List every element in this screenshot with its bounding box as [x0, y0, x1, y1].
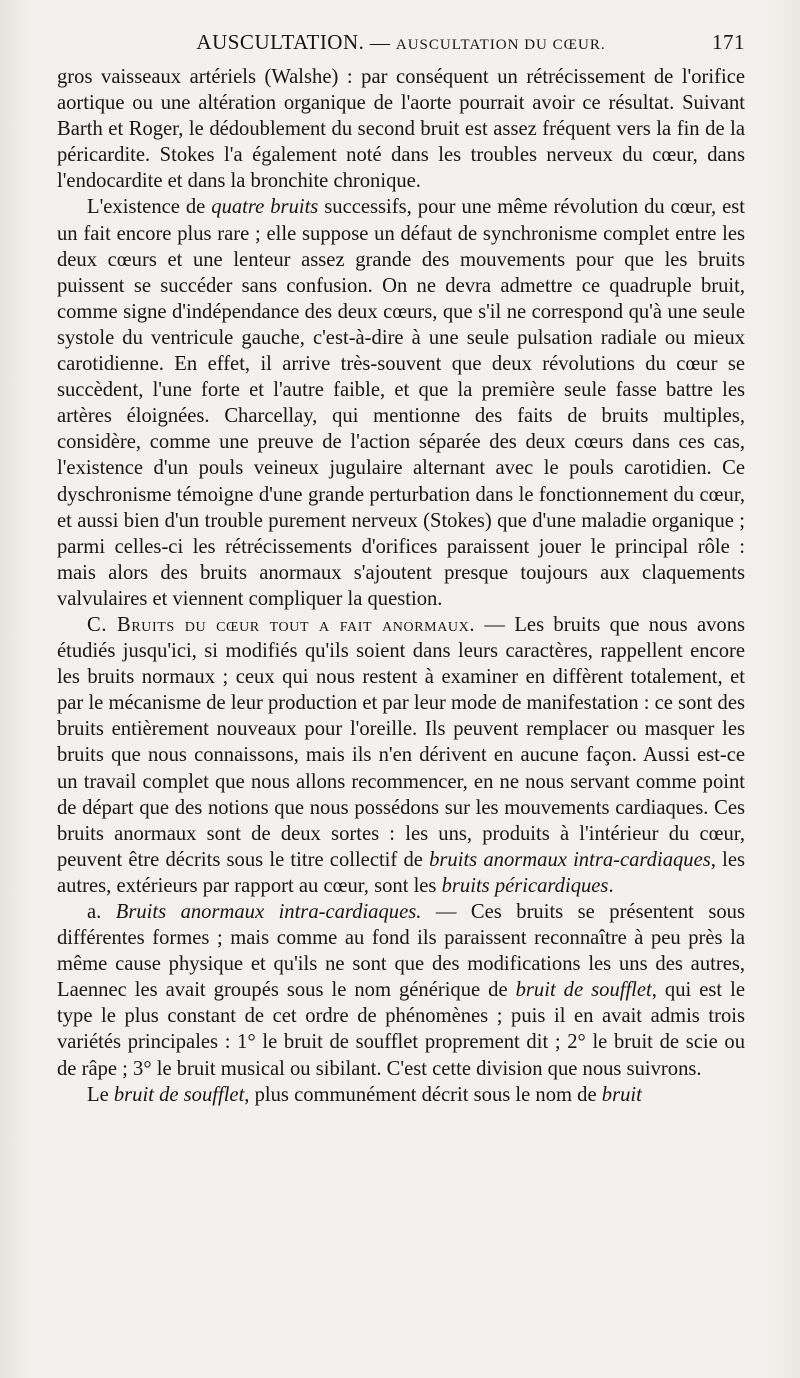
paragraph-4-text-a: a.: [87, 901, 116, 923]
paragraph-2-text-a: L'existence de: [87, 196, 212, 219]
paragraph-2-emphasis: quatre bruits: [211, 196, 319, 219]
paragraph-4-text-c: , qui est le type le plus constant de cet ordre de phénomènes ; puis il en avait admis trois variétés principales : 1° le bruit de soufflet proprement dit ; 2° le bruit de scie ou de râpe ; 3° le bruit musical ou sibilant. C'est cette division que nous suivrons.: [57, 979, 745, 1080]
subsection-heading-a: Bruits anormaux intra-cardiaques.: [115, 901, 422, 923]
paragraph-3-emphasis-2: bruits péricardiques: [441, 874, 609, 897]
paragraph-1-text: gros vaisseaux artériels (Walshe) : par conséquent un rétrécissement de l'orifice aortique ou une altération organique de l'aorte pourrait avoir ce résultat. Suivant Barth et Roger, le dédoublement du second bruit est assez fréquent vers la fin de la péricardite. Stokes l'a également noté dans les troubles nerveux du cœur, dans l'endocardite et dans la bronchite chronique.: [57, 66, 745, 193]
paragraph-3-text-d: .: [608, 874, 614, 897]
paragraph-2-text-b: successifs, pour une même révolution du cœur, est un fait encore plus rare ; elle suppose un défaut de synchronisme complet entre les deux cœurs et une lenteur assez grande des mouvements pour que les bruits puissent se succéder sans confusion. On ne devra admettre ce quadruple bruit, comme signe d'indépendance des deux cœurs, que s'il ne correspond qu'à une seule systole du ventricule gauche, c'est-à-dire à une seule pulsation radiale ou mieux carotidienne. En effet, il arrive très-souvent que deux révolutions du cœur se succèdent, l'une forte et l'autre faible, et que la première seule fasse battre les artères éloignées. Charcellay, qui mentionne des faits de bruits multiples, considère, comme une preuve de l'action séparée des deux cœurs dans ces cas, l'existence d'un pouls veineux jugulaire alternant avec le pouls carotidien. Ce dyschronisme témoigne d'une grande perturbation dans le fonctionnement du cœur, et aussi bien d'un trouble purement nerveux (Stokes) que d'une maladie organique ; parmi celles-ci les rétrécissements d'orifices paraissent jouer le principal rôle : mais alors des bruits anormaux s'ajoutent presque toujours aux claquements valvulaires et viennent compliquer la question.: [57, 196, 745, 610]
paragraph-5-emphasis-2: bruit: [601, 1083, 642, 1106]
paragraph-3-text-b: — Les bruits que nous avons étudiés jusqu'ici, si modifiés qu'ils soient dans leurs caractères, rappellent encore les bruits normaux ; ceux qui nous restent à examiner en diffèrent totalement, et par le mécanisme de leur production et par leur mode de manifestation : ce sont des bruits entièrement nouveaux pour l'oreille. Ils peuvent remplacer ou masquer les bruits que nous connaissons, mais ils n'en dérivent en aucune façon. Aussi est-ce un travail complet que nous allons recommencer, en ne nous servant comme point de départ que des notions que nous possédons sur les mouvements cardiaques. Ces bruits anormaux sont de deux sortes : les uns, produits à l'intérieur du cœur, peuvent être décrits sous le titre collectif de: [57, 613, 746, 871]
paragraph-5-text-a: Le: [87, 1083, 114, 1106]
paragraph-3-text-c: , les autres, extérieurs par rapport au cœur, sont les: [57, 848, 745, 897]
running-head-subtitle: AUSCULTATION DU CŒUR.: [395, 37, 606, 53]
paragraph-5-text-b: , plus communément décrit sous le nom de: [244, 1083, 602, 1106]
page-number: 171: [712, 30, 745, 54]
paragraph-2: [57, 194, 745, 612]
paragraph-5-emphasis-1: bruit de soufflet: [113, 1083, 245, 1106]
paragraph-5: [57, 1082, 745, 1108]
running-head-title: AUSCULTATION.: [196, 30, 365, 54]
running-head: [57, 30, 745, 64]
paragraph-3: [57, 612, 745, 899]
paragraph-3-emphasis-1: bruits anormaux intra-cardiaques: [429, 848, 711, 871]
paragraph-4-text-b: — Ces bruits se présentent sous différentes formes ; mais comme au fond ils paraissent reconnaître à peu près la même cause physique et qu'ils ne sont que des modifications les uns des autres, Laennec les avait groupés sous le nom générique de: [57, 901, 745, 1002]
paragraph-4: [57, 899, 745, 1082]
running-head-dash: —: [369, 32, 391, 54]
paragraph-1: [57, 64, 745, 194]
paragraph-4-emphasis: bruit de soufflet: [515, 979, 652, 1002]
section-heading-c: C. Bruits du cœur tout a fait anormaux.: [87, 613, 476, 636]
body-text: [57, 64, 745, 1108]
